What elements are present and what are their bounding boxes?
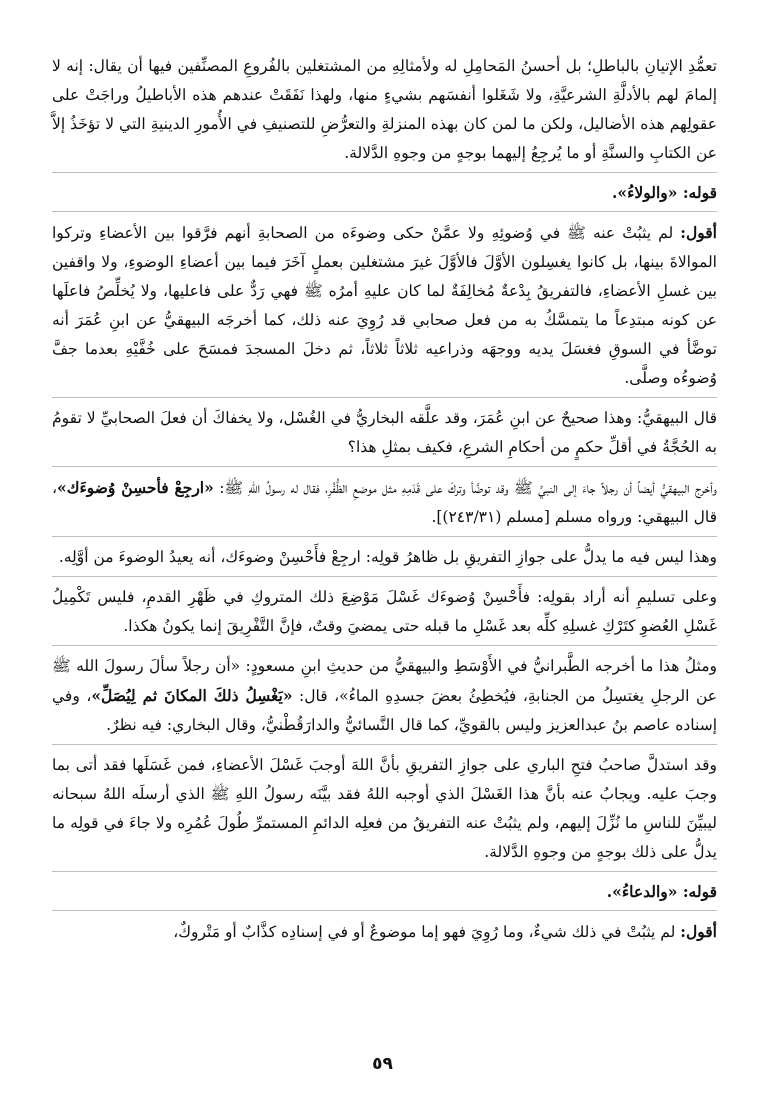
section-divider: [52, 645, 717, 646]
section-divider: [52, 910, 717, 911]
final-text: لم يثبُتْ في ذلك شيءٌ، وما رُوِيَ فهو إما موضوعٌ أو في إسنادِه كذَّابٌ أو مَتْروكٌ،: [173, 923, 676, 941]
section-divider: [52, 871, 717, 872]
commentary-text: لم يثبُتْ عنه ﷺ في وُضوئِهِ ولا عمَّنْ حكى وضوءَه من الصحابةِ أنهم فرَّقوا بين الأعضاءِ وتركوا الموالاةَ بينها، بل كانوا يغسِلون الأوَّلَ فالأوَّلَ غيرَ مشتغلين بعملٍ آخَرَ فيما بين أعضاءِ الوضوءِ، ولا واقفين بين غسلِ الأعضاءِ، فالتفريقُ بِدْعةٌ مُخالِفَةٌ لما كان عليهِ أمرُه ﷺ فهي رَدٌّ على فاعليها، ولا يُخلِّصُ فاعلَها عن كونه مبتدِعاً ما يتمسَّكُ به من فعل صحابي قد رُوِيَ عنه ذلك، كما أخرجَه البيهقيُّ عن ابنِ عُمَرَ أنه توضَّأ في السوقِ فغسَلَ يديه ووجهَه وذراعيه ثلاثاً ثلاثاً، ثم دخلَ المسجدَ فمسَحَ على خُفَّيْهِ بعدما جفَّ وُضوءُه وصلَّى.: [52, 224, 717, 387]
final-lead: أقول:: [680, 922, 717, 941]
tabarani-text-before: ومثلُ هذا ما أخرجه الطَّبرانيُّ في الأَوْسَطِ والبيهقيُّ من حديثِ ابنِ مسعودٍ: «أن رجلاً سألَ رسولَ الله ﷺ عن الرجلِ يغتسِلُ من الجنابةِ، فيُخطِئُ بعضَ جسدِهِ الماءُ»، قال:: [52, 657, 717, 705]
page-number: ٥٩: [372, 1054, 393, 1074]
section-divider: [52, 576, 717, 577]
section-divider: [52, 211, 717, 212]
paragraph-tabarani: [52, 652, 717, 740]
paragraph-hadith: [52, 473, 717, 532]
tabarani-text-after: ، وفي إسناده عاصم بنُ عبدالعزيز وليس بالقويِّ، كما قال النَّسائيُّ والدارَقُطْنيُّ، وقال البخاري: فيه نظرٌ.: [52, 687, 717, 734]
hadith-quote: «ارجِعْ فأحسِنْ وُضوءَك»: [57, 478, 214, 497]
commentary-lead: أقول:: [680, 223, 717, 242]
paragraph-interpretation: وهذا ليس فيه ما يدلُّ على جوازِ التفريقِ بل ظاهرُ قولِه: ارجِعْ فأَحْسِنْ وضوءَك، أنه يعيدُ الوضوءَ من أوَّلِه.: [58, 548, 717, 566]
section-divider: [52, 397, 717, 398]
paragraph-final: [52, 917, 717, 947]
section-divider: [52, 536, 717, 537]
hadith-text-after: ، قال البيهقي: ورواه مسلم [مسلم (٢٤٣/٣١)].: [52, 479, 717, 526]
section-divider: [52, 744, 717, 745]
hadith-text-before: وأخرج البيهقيُّ أيضاً أن رجلاً جاءَ إلى النبيِّ ﷺ وقد توضَّأ وتركَ على قَدَمِهِ مثل موضعِ الظُّفُرِ، فقال له رسولُ اللهِ ﷺ:: [219, 479, 717, 497]
paragraph-fath-al-bari: وقد استدلَّ صاحبُ فتحِ الباري على جوازِ التفريقِ بأنَّ اللهَ أوجبَ غَسْلَ الأعضاءِ، فمن غَسَلَها فقد أتى بما وجبَ عليه. ويجابُ عنه بأنَّ هذا الغَسْلَ الذي أوجبه اللهُ فقد بيَّنَه رسولُ اللهِ ﷺ الذي أرسلَه اللهُ سبحانه ليبيِّنَ للناسِ ما نُزِّلَ إليهم، ولم يثبُتْ عنه التفريقُ من فعلِه الدائمِ المستمرِّ طُولَ عُمُرِه ولا جاءَ في قولِه ما يدلُّ على ذلك بوجهٍ من وجوهِ الدَّلالة.: [52, 756, 717, 861]
tabarani-quote: «يَغْسِلُ ذلكَ المكانَ ثم لِيُصَلِّ»: [91, 686, 293, 705]
section-heading-dua: قوله: «والدعاءُ».: [606, 882, 717, 901]
paragraph-concession: وعلى تسليمِ أنه أراد بقولِه: فأَحْسِنْ وُضوءَك غَسْلَ مَوْضِعَ ذلك المتروكِ في ظَهْرِ القدمِ، فليس تَكْمِيلُ غَسْلِ العُضوِ كتَرْكِ غسلِهِ كلِّه بعد غَسْلِ ما قبله حتى يمضيَ وقتٌ، فإنَّ التَّفْرِيقَ إنما يكونُ هكذا.: [52, 588, 717, 635]
section-heading-wala: قوله: «والولاءُ».: [612, 183, 717, 202]
paragraph-commentary: [52, 218, 717, 393]
document-page: [52, 52, 717, 947]
paragraph-continuation: تعمُّدِ الإتيانِ بالباطلِ؛ بل أحسنُ المَحامِلِ له ولأمثالِهِ من المشتغلين بالفُروعِ المصنِّفين فيها أن يقال: إنه لا إلمامَ لهم بالأدلَّةِ الشرعيَّةِ، ولا شَغَلوا أنفسَهم بشيءٍ منها، ولهذا نَفَقَتْ عندهم هذه الأباطيلُ وراجَتْ على عقولِهم هذه الأضاليل، ولكن ما لمن كان بهذه المنزلةِ والتعرُّضِ للتصنيفِ في الأُمورِ الدينيةِ التي لا تؤخَذُ إلاَّ عن الكتابِ والسنَّةِ أو ما يُرجِعُ إليهما بوجهٍ من وجوهِ الدَّلالة.: [52, 57, 717, 162]
section-divider: [52, 172, 717, 173]
section-divider: [52, 466, 717, 467]
paragraph-bayhaqi: قال البيهقيُّ: وهذا صحيحٌ عن ابنِ عُمَرَ، وقد علَّقه البخاريُّ في الغُسْل، ولا يخفاكَ أن فعلَ الصحابيِّ لا تقومُ به الحُجَّةُ في أقلِّ حكمٍ من أحكامِ الشرعِ، فكيف بمثلِ هذا؟: [52, 409, 717, 456]
